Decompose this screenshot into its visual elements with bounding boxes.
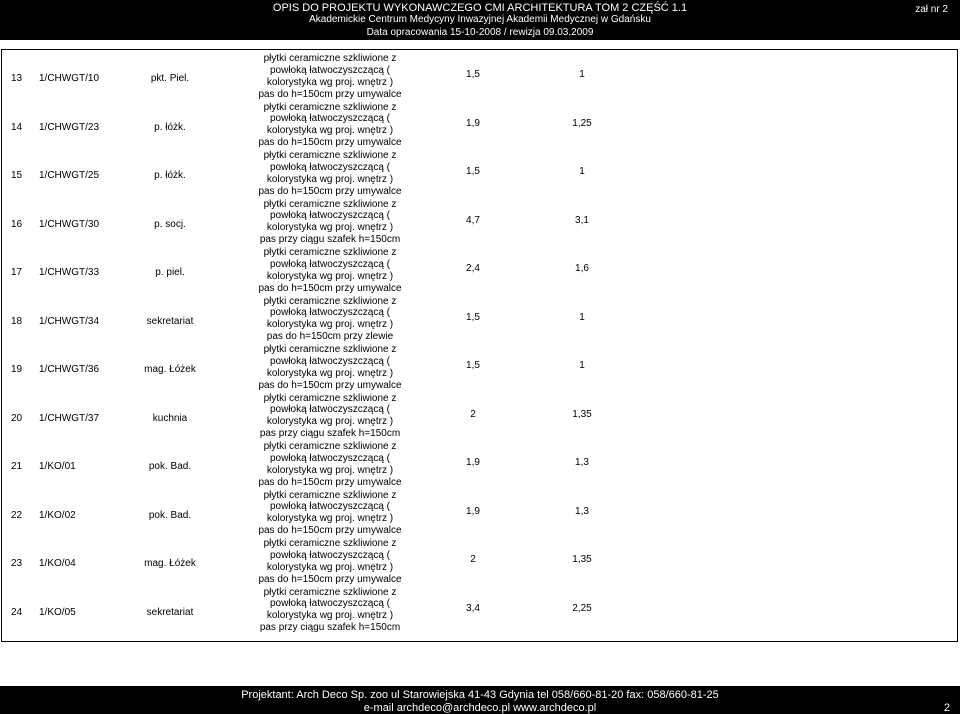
- room-name: sekretariat: [146, 606, 194, 618]
- value-1: 3,4: [466, 602, 480, 614]
- finish-description-line: płytki ceramiczne szkliwione z: [263, 101, 397, 113]
- finish-description: [250, 490, 410, 538]
- contact-info: e-mail archdeco@archdeco.pl www.archdeco.pl: [363, 702, 597, 714]
- page-number: 2: [943, 702, 950, 714]
- value-2: 1: [579, 311, 585, 323]
- row-number: 16: [11, 218, 23, 230]
- finish-description-line: powłoką łatwoczyszczącą (: [269, 113, 391, 125]
- finish-description: [250, 53, 410, 101]
- room-code: 1/CHWGT/30: [39, 218, 100, 230]
- finish-description-line: kolorystyka wg proj. wnętrz ): [266, 367, 394, 379]
- finish-description-line: kolorystyka wg proj. wnętrz ): [266, 319, 394, 331]
- table-row: [2, 342, 957, 391]
- table-row: [2, 51, 957, 100]
- room-name: pok. Bad.: [148, 461, 192, 473]
- finish-description-line: kolorystyka wg proj. wnętrz ): [266, 222, 394, 234]
- value-1: 2: [470, 554, 476, 566]
- finish-description-line: pas do h=150cm przy zlewie: [266, 331, 394, 343]
- designer-info: Projektant: Arch Deco Sp. zoo ul Starowiejska 41-43 Gdynia tel 058/660-81-20 fax: 058/660-81-25: [241, 689, 719, 701]
- room-code: 1/KO/01: [39, 461, 76, 473]
- room-name: pkt. Piel.: [150, 73, 190, 85]
- row-number: 13: [11, 73, 23, 85]
- finish-description: [250, 393, 410, 441]
- value-1: 2: [470, 408, 476, 420]
- finish-description: [250, 247, 410, 295]
- room-code: 1/KO/02: [39, 509, 76, 521]
- table-row: [2, 536, 957, 585]
- room-code: 1/CHWGT/34: [39, 315, 100, 327]
- revision-date: Data opracowania 15-10-2008 / rewizja 09.03.2009: [366, 27, 594, 38]
- finish-schedule-table: [1, 49, 958, 642]
- finish-description-line: powłoką łatwoczyszczącą (: [269, 258, 391, 270]
- finish-description-line: powłoką łatwoczyszczącą (: [269, 355, 391, 367]
- value-2: 1,35: [572, 554, 592, 566]
- finish-description: [250, 150, 410, 198]
- finish-description-line: pas do h=150cm przy umywalce: [258, 573, 402, 585]
- finish-description-line: powłoką łatwoczyszczącą (: [269, 210, 391, 222]
- room-name: kuchnia: [152, 412, 188, 424]
- table-row: [2, 148, 957, 197]
- finish-description-line: pas do h=150cm przy umywalce: [258, 185, 402, 197]
- finish-description-line: płytki ceramiczne szkliwione z: [263, 441, 397, 452]
- room-code: 1/CHWGT/25: [39, 170, 100, 182]
- finish-description-line: kolorystyka wg proj. wnętrz ): [266, 513, 394, 525]
- finish-description-line: kolorystyka wg proj. wnętrz ): [266, 125, 394, 137]
- value-2: 3,1: [575, 214, 589, 226]
- finish-description-line: powłoką łatwoczyszczącą (: [269, 404, 391, 416]
- finish-description-line: kolorystyka wg proj. wnętrz ): [266, 416, 394, 428]
- finish-description-line: powłoką łatwoczyszczącą (: [269, 161, 391, 173]
- finish-description-line: powłoką łatwoczyszczącą (: [269, 501, 391, 513]
- row-number: 24: [11, 606, 23, 618]
- finish-description-line: płytki ceramiczne szkliwione z: [263, 295, 397, 307]
- finish-description-line: powłoką łatwoczyszczącą (: [269, 64, 391, 76]
- finish-description-line: pas do h=150cm przy umywalce: [258, 137, 402, 149]
- finish-description-line: płytki ceramiczne szkliwione z: [263, 198, 397, 210]
- value-1: 1,5: [466, 166, 480, 178]
- document-header: [0, 0, 960, 40]
- value-1: 1,5: [466, 360, 480, 372]
- value-2: 1: [579, 69, 585, 81]
- finish-description-line: pas przy ciągu szafek h=150cm: [259, 622, 401, 634]
- room-name: p. socj.: [154, 218, 186, 230]
- finish-description-line: kolorystyka wg proj. wnętrz ): [266, 610, 394, 622]
- table-row: [2, 245, 957, 294]
- institution-name: Akademickie Centrum Medycyny Inwazyjnej Akademii Medycznej w Gdańsku: [309, 14, 651, 25]
- value-2: 1,6: [575, 263, 589, 275]
- finish-description-line: powłoką łatwoczyszczącą (: [269, 598, 391, 610]
- finish-description-line: pas do h=150cm przy umywalce: [258, 88, 402, 100]
- finish-description-line: kolorystyka wg proj. wnętrz ): [266, 173, 394, 185]
- table-row: [2, 585, 957, 634]
- room-name: p. łóżk.: [154, 170, 186, 182]
- table-row: [2, 488, 957, 537]
- annex-label: zał nr 2: [915, 4, 948, 15]
- value-1: 1,9: [466, 505, 480, 517]
- finish-description-line: kolorystyka wg proj. wnętrz ): [266, 561, 394, 573]
- finish-description-line: pas przy ciągu szafek h=150cm: [259, 428, 401, 440]
- value-1: 4,7: [466, 214, 480, 226]
- finish-description-line: pas do h=150cm przy umywalce: [258, 282, 402, 294]
- room-code: 1/CHWGT/23: [39, 121, 100, 133]
- value-1: 1,5: [466, 69, 480, 81]
- finish-description: [250, 102, 410, 150]
- finish-description: [250, 199, 410, 247]
- row-number: 19: [11, 364, 23, 376]
- value-2: 1,3: [575, 505, 589, 517]
- finish-description-line: płytki ceramiczne szkliwione z: [263, 392, 397, 404]
- finish-description-line: pas do h=150cm przy umywalce: [258, 476, 402, 488]
- room-code: 1/KO/05: [39, 606, 76, 618]
- finish-description-line: płytki ceramiczne szkliwione z: [263, 344, 397, 355]
- room-code: 1/KO/04: [39, 558, 76, 570]
- finish-description-line: pas do h=150cm przy umywalce: [258, 379, 402, 391]
- finish-description: [250, 296, 410, 344]
- row-number: 21: [11, 461, 23, 473]
- finish-description-line: płytki ceramiczne szkliwione z: [263, 586, 397, 598]
- value-2: 1,25: [572, 117, 592, 129]
- table-row: [2, 197, 957, 246]
- finish-description-line: pas do h=150cm przy umywalce: [258, 525, 402, 537]
- row-number: 20: [11, 412, 23, 424]
- document-footer: [0, 686, 960, 714]
- finish-description: [250, 587, 410, 635]
- room-name: sekretariat: [146, 315, 194, 327]
- finish-description-line: płytki ceramiczne szkliwione z: [263, 538, 397, 549]
- room-code: 1/CHWGT/37: [39, 412, 100, 424]
- document-title: OPIS DO PROJEKTU WYKONAWCZEGO CMI ARCHITEKTURA TOM 2 CZĘŚĆ 1.1: [272, 2, 688, 14]
- room-name: pok. Bad.: [148, 509, 192, 521]
- finish-description-line: kolorystyka wg proj. wnętrz ): [266, 270, 394, 282]
- value-1: 1,5: [466, 311, 480, 323]
- table-row: [2, 294, 957, 343]
- finish-description-line: kolorystyka wg proj. wnętrz ): [266, 76, 394, 88]
- room-name: p. piel.: [155, 267, 185, 279]
- finish-description: [250, 441, 410, 489]
- finish-description-line: płytki ceramiczne szkliwione z: [263, 247, 397, 258]
- value-1: 1,9: [466, 117, 480, 129]
- finish-description: [250, 344, 410, 392]
- row-number: 23: [11, 558, 23, 570]
- room-code: 1/CHWGT/33: [39, 267, 100, 279]
- finish-description-line: powłoką łatwoczyszczącą (: [269, 307, 391, 319]
- value-2: 1: [579, 166, 585, 178]
- room-name: mag. Łóżek: [144, 364, 196, 376]
- finish-description-line: płytki ceramiczne szkliwione z: [263, 53, 397, 64]
- value-1: 2,4: [466, 263, 480, 275]
- table-row: [2, 439, 957, 488]
- room-code: 1/CHWGT/10: [39, 73, 100, 85]
- value-2: 1,3: [575, 457, 589, 469]
- row-number: 18: [11, 315, 23, 327]
- table-row: [2, 391, 957, 440]
- finish-description-line: pas przy ciągu szafek h=150cm: [259, 234, 401, 246]
- finish-description-line: płytki ceramiczne szkliwione z: [263, 489, 397, 501]
- value-1: 1,9: [466, 457, 480, 469]
- row-number: 15: [11, 170, 23, 182]
- room-name: p. łóżk.: [154, 121, 186, 133]
- row-number: 14: [11, 121, 23, 133]
- room-code: 1/CHWGT/36: [39, 364, 100, 376]
- room-name: mag. Łóżek: [144, 558, 196, 570]
- finish-description-line: płytki ceramiczne szkliwione z: [263, 150, 397, 161]
- value-2: 1: [579, 360, 585, 372]
- value-2: 1,35: [572, 408, 592, 420]
- finish-description: [250, 538, 410, 586]
- table-row: [2, 100, 957, 149]
- finish-description-line: powłoką łatwoczyszczącą (: [269, 452, 391, 464]
- finish-description-line: powłoką łatwoczyszczącą (: [269, 549, 391, 561]
- row-number: 17: [11, 267, 23, 279]
- finish-description-line: kolorystyka wg proj. wnętrz ): [266, 464, 394, 476]
- value-2: 2,25: [572, 602, 592, 614]
- row-number: 22: [11, 509, 23, 521]
